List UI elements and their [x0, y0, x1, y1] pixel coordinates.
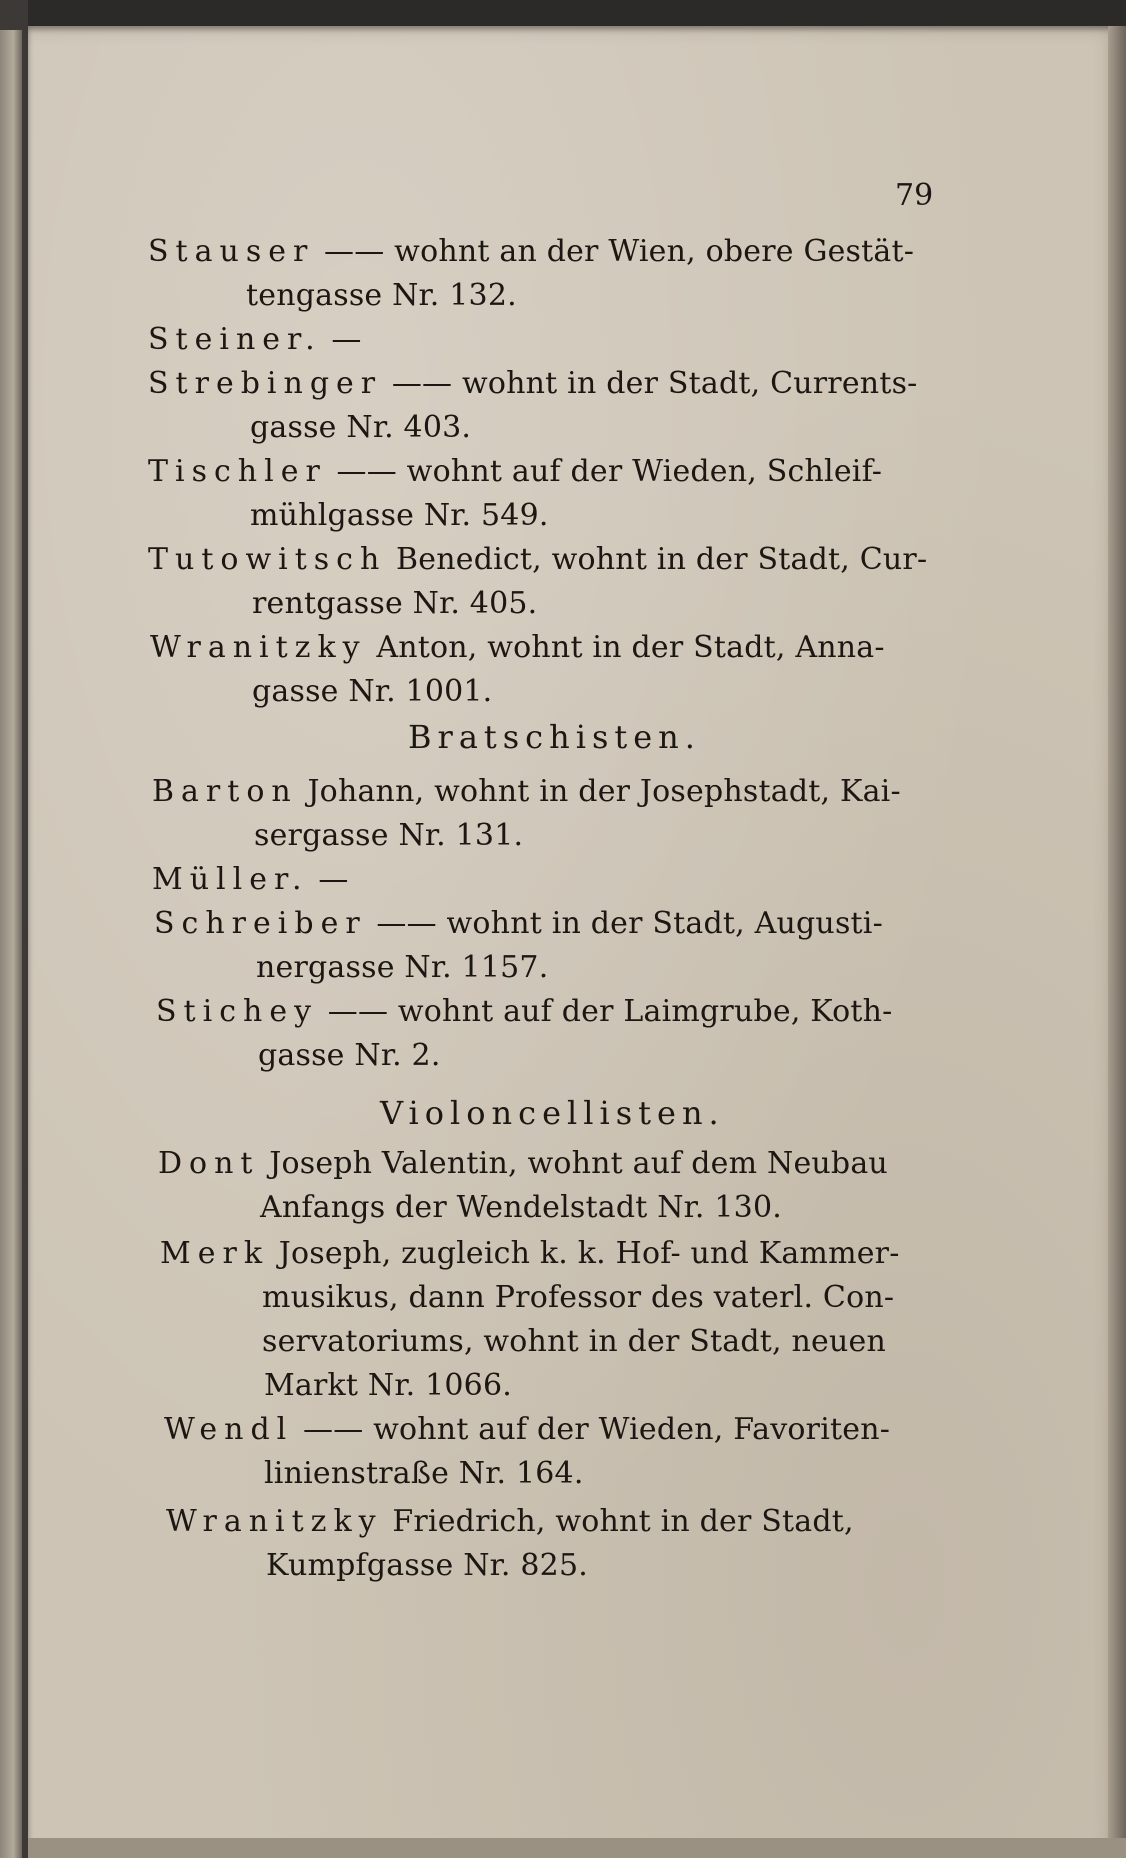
entry-text: —— wohnt auf der Laimgrube, Koth-: [318, 994, 893, 1029]
entry-line: [148, 364, 918, 404]
entry-continuation: rentgasse Nr. 405.: [252, 586, 538, 621]
entry-continuation: Anfangs der Wendelstadt Nr. 130.: [260, 1190, 782, 1225]
entry-continuation: gasse Nr. 403.: [250, 410, 472, 445]
entry-name: Dont: [158, 1146, 260, 1181]
entry-name: Wendl: [164, 1412, 294, 1447]
entry-line: [166, 1502, 854, 1542]
entry-text: —: [321, 322, 362, 357]
entry-name: Strebinger: [148, 366, 383, 401]
entry-line: [152, 860, 349, 900]
entry-continuation: Kumpfgasse Nr. 825.: [266, 1548, 588, 1583]
page-number: 79: [895, 178, 934, 213]
entry-line: [148, 232, 914, 272]
entry-line: [158, 1144, 888, 1184]
entry-name: Tutowitsch: [148, 542, 387, 577]
entry-name: Merk: [160, 1236, 269, 1271]
entry-line: [154, 904, 883, 944]
section-heading-violoncellisten: Violoncellisten.: [380, 1094, 725, 1132]
entry-name: Stauser: [148, 234, 315, 269]
entry-line: [152, 772, 901, 812]
entry-continuation: musikus, dann Professor des vaterl. Con-: [262, 1280, 895, 1315]
entry-text: Benedict, wohnt in der Stadt, Cur-: [386, 542, 928, 577]
entry-line: [150, 628, 885, 668]
entry-continuation: gasse Nr. 2.: [258, 1038, 441, 1073]
entry-continuation: sergasse Nr. 131.: [254, 818, 524, 853]
entry-text: Friedrich, wohnt in der Stadt,: [382, 1504, 854, 1539]
book-top-edge: [0, 0, 1126, 26]
entry-continuation: servatoriums, wohnt in der Stadt, neuen: [262, 1324, 886, 1359]
entry-name: Barton: [152, 774, 298, 809]
entry-text: Johann, wohnt in der Josephstadt, Kai-: [297, 774, 901, 809]
entry-text: —— wohnt in der Stadt, Augusti-: [366, 906, 883, 941]
entry-text: —: [308, 862, 349, 897]
entry-text: Anton, wohnt in der Stadt, Anna-: [366, 630, 885, 665]
entry-continuation: tengasse Nr. 132.: [246, 278, 517, 313]
entry-text: Joseph, zugleich k. k. Hof- und Kammer-: [269, 1236, 900, 1271]
entry-name: Steiner.: [148, 322, 322, 357]
entry-continuation: gasse Nr. 1001.: [252, 674, 493, 709]
entry-name: Müller.: [152, 862, 309, 897]
entry-name: Stichey: [156, 994, 319, 1029]
entry-text: —— wohnt an der Wien, obere Gestät-: [314, 234, 915, 269]
entry-text: Joseph Valentin, wohnt auf dem Neubau: [259, 1146, 888, 1181]
entry-line: [148, 320, 362, 360]
entry-line: [148, 540, 927, 580]
entry-name: Schreiber: [154, 906, 367, 941]
entry-line: [160, 1234, 900, 1274]
bottom-page-edge: [28, 1838, 1126, 1858]
entry-line: [164, 1410, 890, 1450]
entry-continuation: mühlgasse Nr. 549.: [250, 498, 549, 533]
entry-continuation: linienstraße Nr. 164.: [264, 1456, 584, 1491]
entry-name: Tischler: [148, 454, 327, 489]
right-page-edge: [1108, 26, 1126, 1858]
entry-text: —— wohnt auf der Wieden, Schleif-: [326, 454, 883, 489]
entry-line: [148, 452, 882, 492]
left-page-edge: [0, 30, 22, 1858]
entry-line: [156, 992, 893, 1032]
entry-text: —— wohnt in der Stadt, Currents-: [382, 366, 918, 401]
entry-text: —— wohnt auf der Wieden, Favoriten-: [293, 1412, 891, 1447]
section-heading-bratschisten: Bratschisten.: [408, 718, 701, 756]
entry-continuation: nergasse Nr. 1157.: [256, 950, 549, 985]
entry-name: Wranitzky: [166, 1504, 383, 1539]
entry-continuation: Markt Nr. 1066.: [264, 1368, 512, 1403]
entry-name: Wranitzky: [150, 630, 367, 665]
